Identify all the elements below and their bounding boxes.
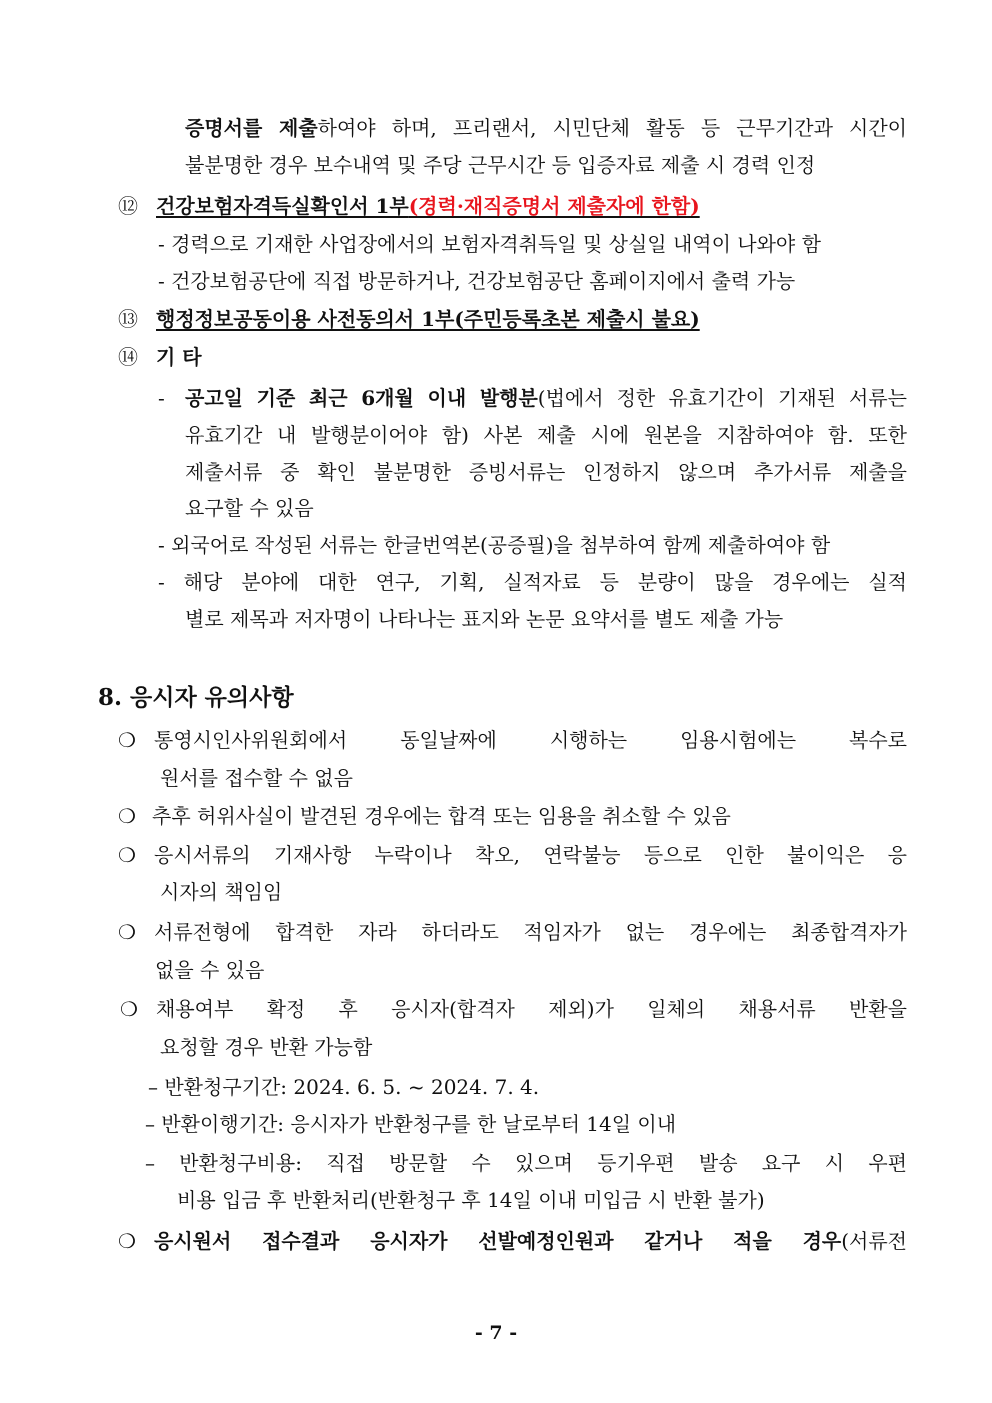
return-period-line: – 반환청구기간: 2024. 6. 5. ~ 2024. 7. 4. [148,1075,540,1099]
return-cost-line1: – 반환청구비용: 직접 방문할 수 있으며 등기우편 발송 요구 시 우편 [145,1151,907,1175]
item14-bullet-1-text: (법에서 정한 유효기간이 기재된 서류는 [537,386,907,410]
section-8-heading: 8. 응시자 유의사항 [98,684,294,711]
notice-5-text: 채용여부 확정 후 응시자(합격자 제외)가 일체의 채용서류 반환을 [156,997,907,1021]
item12-title: 건강보험자격득실확인서 1부 [156,194,409,218]
item13-number: ⑬ [118,307,138,331]
notice-4-text: 서류전형에 합격한 자라 하더라도 적임자가 없는 경우에는 최종합격자가 [154,920,907,944]
circle-bullet-icon: ❍ [118,804,136,828]
item12-heading [118,192,700,220]
item14-bullet-2: - 외국어로 작성된 서류는 한글번역본(공증필)을 첨부하여 함께 제출하여야 함 [158,533,831,557]
item12-bullet-2: - 건강보험공단에 직접 방문하거나, 건강보험공단 홈페이지에서 출력 가능 [158,269,796,293]
item14-number: ⑭ [118,345,138,369]
notice-6-line1 [118,1227,907,1255]
item14-title: 기 타 [156,345,202,369]
item14-bullet-1-line2: 유효기간 내 발행분이어야 함) 사본 제출 시에 원본을 지참하여야 함. 또한 [185,423,907,447]
item14-bullet-1-dash: - [158,386,165,410]
notice-2-text: 추후 허위사실이 발견된 경우에는 합격 또는 임용을 취소할 수 있음 [152,804,731,828]
notice-3-line2: 시자의 책임임 [160,880,283,904]
page-number: - 7 - [474,1322,518,1344]
notice-3-line1 [118,841,907,869]
notice-5-line1 [120,995,907,1023]
item14-bullet-1-bold: 공고일 기준 최근 6개월 이내 발행분 [185,386,538,410]
circle-bullet-icon: ❍ [120,997,138,1021]
notice-4-line2: 없을 수 있음 [155,958,265,982]
item14-bullet-1-line1 [185,384,907,412]
notice-1-text: 통영시인사위원회에서 동일날짜에 시행하는 임용시험에는 복수로 [154,728,907,752]
circle-bullet-icon: ❍ [118,1229,136,1253]
notice-3-text: 응시서류의 기재사항 누락이나 착오, 연락불능 등으로 인한 불이익은 응 [154,843,907,867]
item12-note: (경력·재직증명서 제출자에 한함) [408,194,700,218]
item14-bullet-1-line4: 요구할 수 있음 [185,496,314,520]
item13-title: 행정정보공동이용 사전동의서 1부(주민등록초본 제출시 불요) [156,307,700,331]
circle-bullet-icon: ❍ [118,728,136,752]
item13-heading [118,305,700,333]
item14-heading [118,343,202,371]
item14-bullet-1-line3: 제출서류 중 확인 불분명한 증빙서류는 인정하지 않으며 추가서류 제출을 [185,460,907,484]
notice-6-bold-text: 응시원서 접수결과 응시자가 선발예정인원과 같거나 적을 경우 [154,1229,842,1253]
circle-bullet-icon: ❍ [118,920,136,944]
item11-text: 하여야 하며, 프리랜서, 시민단체 활동 등 근무기간과 시간이 [317,116,907,140]
item12-number: ⑫ [118,194,138,218]
notice-4-line1 [118,918,907,946]
item12-bullet-1: - 경력으로 기재한 사업장에서의 보험자격취득일 및 상실일 내역이 나와야 함 [158,232,821,256]
return-cost-line2: 비용 입금 후 반환처리(반환청구 후 14일 이내 미입금 시 반환 불가) [177,1188,765,1212]
notice-5-line2: 요청할 경우 반환 가능함 [160,1035,373,1059]
notice-2 [118,802,731,830]
circle-bullet-icon: ❍ [118,843,136,867]
item11-bold-text: 증명서를 제출 [185,116,318,140]
item14-bullet-3-line1: - 해당 분야에 대한 연구, 기획, 실적자료 등 분량이 많을 경우에는 실적 [158,570,907,594]
notice-1-line2: 원서를 접수할 수 없음 [160,766,353,790]
item14-bullet-3-line2: 별로 제목과 저자명이 나타나는 표지와 논문 요약서를 별도 제출 가능 [185,607,784,631]
notice-1-line1 [118,726,907,754]
item11-continuation-line2: 불분명한 경우 보수내역 및 주당 근무시간 등 입증자료 제출 시 경력 인정 [185,153,816,177]
notice-6-text: (서류전 [841,1229,907,1253]
return-execution-line: – 반환이행기간: 응시자가 반환청구를 한 날로부터 14일 이내 [145,1112,677,1136]
item11-continuation-line1 [185,114,907,142]
